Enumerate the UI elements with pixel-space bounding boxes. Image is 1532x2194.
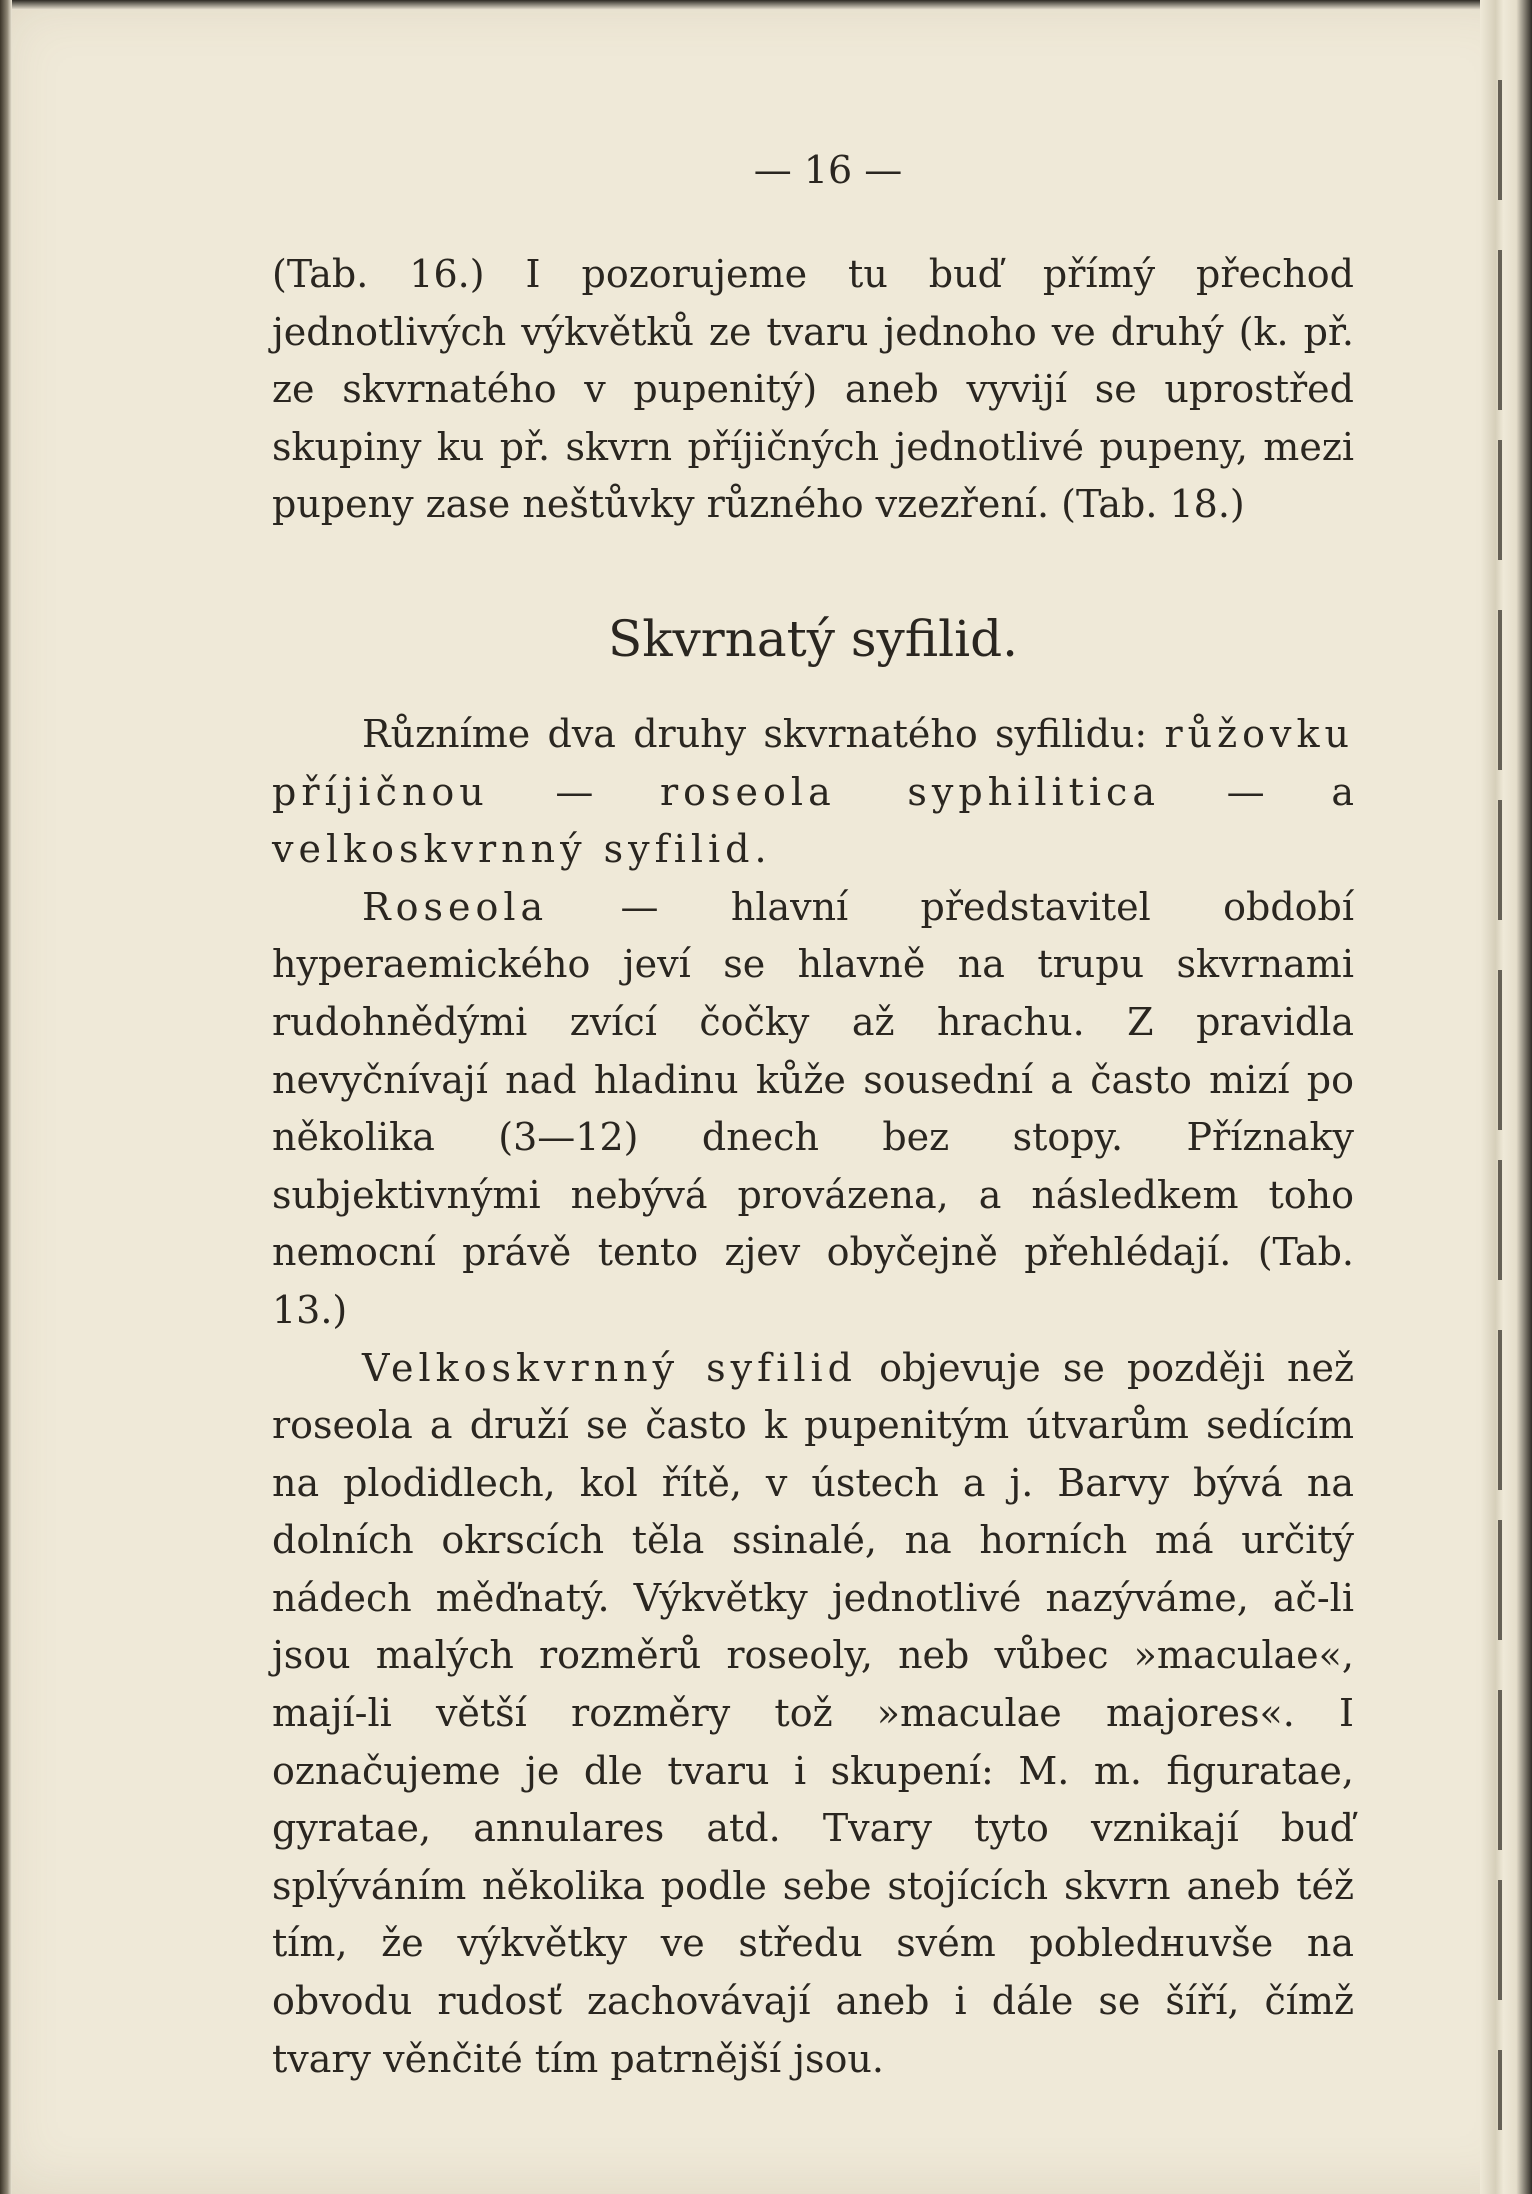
term-ruzovka: růžovku příjičnou: [272, 711, 1354, 814]
spine-thread: [1498, 80, 1502, 2130]
intro-paragraph: (Tab. 16.) I pozorujeme tu buď přímý přechod jednotlivých výkvětků ze tvaru jednoho ve druhý (k. př. ze skvrnatého v pupenitý) aneb vyvijí se uprostřed skupiny ku př. skvrn příjičných jednotlivé pupeny, mezi pupeny zase neštůvky různého vzezření. (Tab. 18.): [272, 252, 1354, 527]
paragraph-velkoskvrnny: Velkoskvrnný syfilid objevuje se později než roseola a druží se často k pupenitým útvarům sedícím na plodidlech, kol řítě, v ústech a j. Barvy bývá na dolních okrscích těla ssinalé, na horních má určitý nádech měďnatý. Výkvětky jednotlivé nazýváme, ač-li jsou malých rozměrů roseoly, neb vůbec »maculae«, mají-li větší rozměry tož »maculae majores«. I označujeme je dle tvaru i skupení: M. m. figuratae, gyratae, annulares atd. Tvary tyto vznikají buď splýváním několika podle sebe stojících skvrn aneb též tím, že výkvětky ve středu svém pobledнuvše na obvodu rudosť zachovávají aneb i dále se šíří, čímž tvary věnčité tím patrnější jsou.: [272, 1345, 1354, 2081]
term-roseola: Roseola: [362, 884, 549, 929]
page-left-shadow: [0, 0, 12, 2194]
term-velkoskvrnny: velkoskvrnný syfilid: [272, 827, 755, 872]
page-text: [272, 140, 1354, 2088]
book-spine-edge: [1480, 0, 1532, 2194]
page-number: — 16 —: [753, 148, 903, 192]
page-top-shadow: [0, 0, 1532, 10]
paragraph-roseola: Roseola — hlavní představitel období hyperaemického jeví se hlavně na trupu skvrnami rudohnědými zvící čočky až hrachu. Z pravidla nevyčnívají nad hladinu kůže sousední a často mizí po několika (3—12) dnech bez stopy. Příznaky subjektivnými nebývá provázena, a následkem toho nemocní právě tento zjev obyčejně přehlédají. (Tab. 13.): [272, 884, 1354, 1332]
term-roseola-syphilitica: roseola syphilitica: [660, 769, 1160, 814]
term-velkoskvrnny-syfilid: Velkoskvrnný syfilid: [362, 1345, 857, 1390]
section-heading: Skvrnatý syfilid.: [607, 609, 1019, 668]
paragraph-types: Různíme dva druhy skvrnatého syfilidu: růžovku příjičnou — roseola syphilitica — a velkoskvrnný syfilid.: [272, 711, 1354, 872]
paragraph-types-lead: Různíme dva druhy skvrnatého syfilidu:: [362, 711, 1165, 756]
